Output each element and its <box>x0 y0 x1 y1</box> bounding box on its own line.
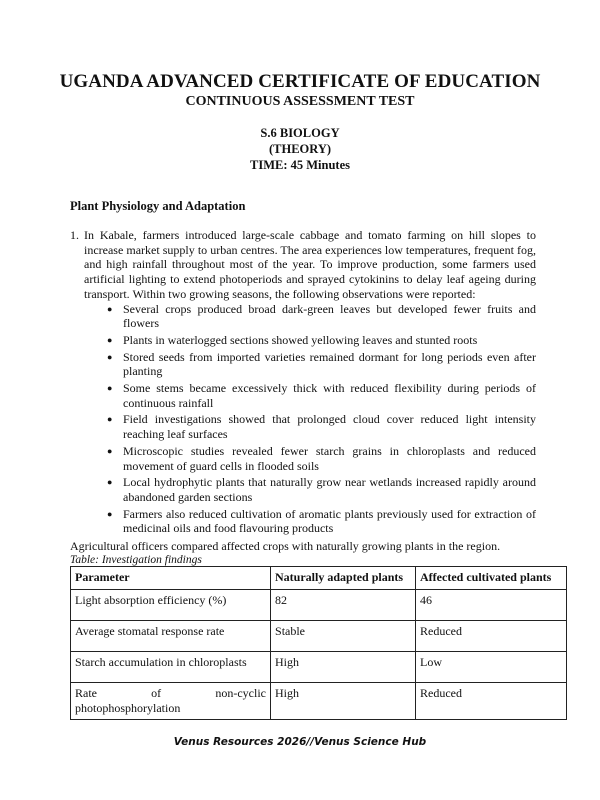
exam-subtitle: CONTINUOUS ASSESSMENT TEST <box>185 94 415 109</box>
table-cell: 82 <box>271 590 416 621</box>
table-row <box>71 652 567 683</box>
table-cell-text: Rate of non-cyclic photophosphorylation <box>75 686 267 715</box>
observation-item: ● Local hydrophytic plants that naturally grow near wetlands increased rapidly around abandoned garden sections <box>123 475 536 504</box>
findings-table <box>70 566 567 720</box>
observation-item: ● Plants in waterlogged sections showed yellowing leaves and stunted roots <box>123 333 536 348</box>
footer-credit: Venus Resources 2026//Venus Science Hub <box>173 736 427 748</box>
table-row <box>71 590 567 621</box>
observation-item: ● Several crops produced broad dark-green leaves but developed fewer fruits and flowers <box>123 302 536 331</box>
paper-type: (THEORY) <box>268 142 332 156</box>
table-cell: High <box>271 652 416 683</box>
question-stem: In Kabale, farmers introduced large-scale cabbage and tomato farming on hill slopes to increase market supply to urban centres. The area experiences low temperatures, frequent fog, and high rainfall throughout most of the year. To improve production, some farmers used artificial lighting to extend photoperiods and sprayed cytokinins to delay leaf ageing during transport. Within two growing seasons, the following observations were reported: <box>84 228 536 301</box>
time-allowed: TIME: 45 Minutes <box>250 158 350 172</box>
observation-list <box>70 302 536 537</box>
table-cell <box>71 683 271 720</box>
exam-title: UGANDA ADVANCED CERTIFICATE OF EDUCATION <box>59 71 541 92</box>
subject-block <box>0 125 600 173</box>
table-cell: High <box>271 683 416 720</box>
table-row <box>71 621 567 652</box>
table-cell: Reduced <box>416 683 567 720</box>
table-header-cell: Parameter <box>71 567 271 590</box>
table-header-cell: Naturally adapted plants <box>271 567 416 590</box>
table-cell: Light absorption efficiency (%) <box>71 590 271 621</box>
question-1 <box>70 228 536 538</box>
table-header-cell: Affected cultivated plants <box>416 567 567 590</box>
table-cell: Reduced <box>416 621 567 652</box>
observation-item: ● Microscopic studies revealed fewer starch grains in chloroplasts and reduced movement of guard cells in flooded soils <box>123 444 536 473</box>
observation-item: ● Field investigations showed that prolonged cloud cover reduced light intensity reaching leaf surfaces <box>123 412 536 441</box>
table-cell: Average stomatal response rate <box>71 621 271 652</box>
table-header-row <box>71 567 567 590</box>
table-cell: 46 <box>416 590 567 621</box>
observation-item: ● Some stems became excessively thick with reduced flexibility during periods of continuous rainfall <box>123 381 536 410</box>
subject-name: S.6 BIOLOGY <box>260 126 340 140</box>
table-cell: Starch accumulation in chloroplasts <box>71 652 271 683</box>
table-cell: Low <box>416 652 567 683</box>
question-closing: Agricultural officers compared affected crops with naturally growing plants in the region. <box>70 539 501 553</box>
observation-item: ● Farmers also reduced cultivation of aromatic plants previously used for extraction of medicinal oils and food flavouring products <box>123 507 536 536</box>
question-number: 1. <box>70 228 79 242</box>
observation-item: ● Stored seeds from imported varieties remained dormant for long periods even after planting <box>123 350 536 379</box>
table-caption: Table: Investigation findings <box>70 554 202 566</box>
section-heading: Plant Physiology and Adaptation <box>70 199 246 213</box>
table-row <box>71 683 567 720</box>
table-cell: Stable <box>271 621 416 652</box>
